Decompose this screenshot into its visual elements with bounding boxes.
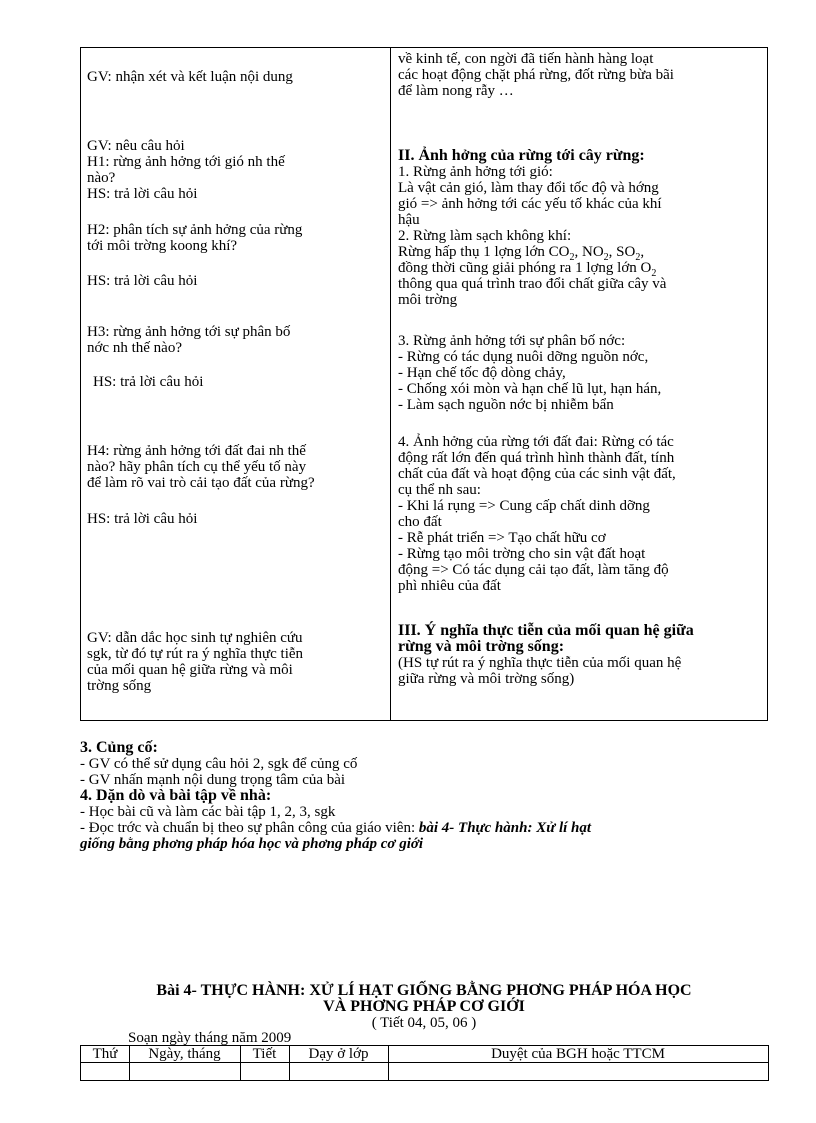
consolidation: 3. Củng cố: - GV có thể sử dụng câu hỏi 2, sgk để củng cố - GV nhấn mạnh nội dung trọng tâm của bài 4. Dặn dò và bài tập về nhà: - Học bài cũ và làm các bài tập 1, 2, 3, sgk - Đọc trớc và chuẩn bị theo sự phân công của giáo viên: bài 4- Thực hành: Xử lí hạt giống bằng phơng pháp hóa học và phơng pháp cơ giới [80,740,780,852]
lesson-prefix: Bài 4- [156,982,197,999]
teacher-ask: GV: nêu câu hỏi H1: rừng ảnh hởng tới gió nh thế nào? HS: trả lời câu hỏi [87,138,379,202]
section-2: II. Ảnh hởng của rừng tới cây rừng: 1. Rừng ảnh hởng tới gió: Là vật cản gió, làm thay đổi tốc độ và hớng gió => ảnh hởng tới các yếu tố khác của khí hậu 2. Rừng làm sạch không khí: Rừng hấp thụ 1 lợng lớn $CO_2$, $NO_2$, $SO_2$, đồng thời cũng giải phóng ra 1 lợng lớn $O_2$ thông qua quá trình trao đổi chất giữa cây và môi trờng [398,148,762,308]
section-2-point-3: 3. Rừng ảnh hởng tới sự phân bố nớc: - Rừng có tác dụng nuôi dỡng nguồn nớc, - Hạn chế tốc độ dòng chảy, - Chống xói mòn và hạn chế lũ lụt, hạn hán, - Làm sạch nguồn nớc bị nhiễm bẩn [398,333,662,413]
schedule-header-day: Thứ [92,1046,118,1062]
section-2-title: II. Ảnh hởng của rừng tới cây rừng: [398,147,645,164]
lesson-periods: ( Tiết 04, 05, 06 ) [371,1015,477,1031]
teacher-guide: GV: dẫn dắc học sinh tự nghiên cứu sgk, từ đó tự rút ra ý nghĩa thực tiễn của mối quan hệ giữa rừng và môi trờng sống [87,630,304,694]
schedule-header-class: Dạy ở lớp [308,1046,369,1062]
section-3-title: III. Ý nghĩa thực tiễn của mối quan hệ giữa [398,622,694,639]
homework-title: 4. Dặn dò và bài tập về nhà: [80,787,272,804]
consolidation-title: 3. Củng cố: [80,739,158,756]
column-divider [390,48,391,720]
schedule-header-approval: Duyệt của BGH hoặc TTCM [491,1046,665,1062]
row1-content: về kinh tế, con ngời đã tiến hành hàng loạt các hoạt động chặt phá rừng, đốt rừng bừa bãi để làm nong rẫy … [398,51,674,99]
schedule-header-period: Tiết [252,1046,277,1062]
lesson-table [80,47,768,721]
student-answer: HS: trả lời câu hỏi [87,511,198,527]
question-h2: H2: phân tích sự ảnh hởng của rừng tới môi trờng koong khí? [87,222,303,254]
question-h1: H1: rừng ảnh hởng tới gió nh thế [87,154,285,170]
schedule-row-divider [81,1062,768,1063]
lesson-title-line2: VÀ PHƠNG PHÁP CƠ GIỚI [323,998,525,1015]
student-answer: HS: trả lời câu hỏi [87,186,198,202]
question-h3: H3: rừng ảnh hởng tới sự phân bố nớc nh thế nào? [87,324,291,356]
schedule-table [80,1045,769,1081]
lesson-title: Bài 4- THỰC HÀNH: XỬ LÍ HẠT GIỐNG BẰNG PHƠNG PHÁP HÓA HỌC [156,982,692,999]
student-answer: HS: trả lời câu hỏi [93,374,204,390]
teacher-conclusion: GV: nhận xét và kết luận nội dung [87,69,293,85]
student-answer: HS: trả lời câu hỏi [87,273,198,289]
section-2-point-4: 4. Ảnh hởng của rừng tới đất đai: Rừng có tác động rất lớn đến quá trình hình thành đất, tính chất của đất và hoạt động của các sinh vật đất, cụ thể nh sau: - Khi lá rụng => Cung cấp chất dinh dỡng cho đất - Rễ phát triển => Tạo chất hữu cơ - Rừng tạo môi trờng cho sin vật đất hoạt động => Có tác dụng cải tạo đất, làm tăng độ phì nhiêu của đất [398,434,676,594]
section-3: III. Ý nghĩa thực tiễn của mối quan hệ giữa rừng và môi trờng sống: (HS tự rút ra ý nghĩa thực tiễn của mối quan hệ giữa rừng và môi trờng sống) [398,623,762,687]
question-h4: H4: rừng ảnh hởng tới đất đai nh thế nào? hãy phân tích cụ thể yếu tố này để làm rõ vai trò cải tạo đất của rừng? [87,443,315,491]
schedule-header-date: Ngày, tháng [148,1046,221,1062]
prepared-date: Soạn ngày tháng năm 2009 [128,1030,292,1046]
